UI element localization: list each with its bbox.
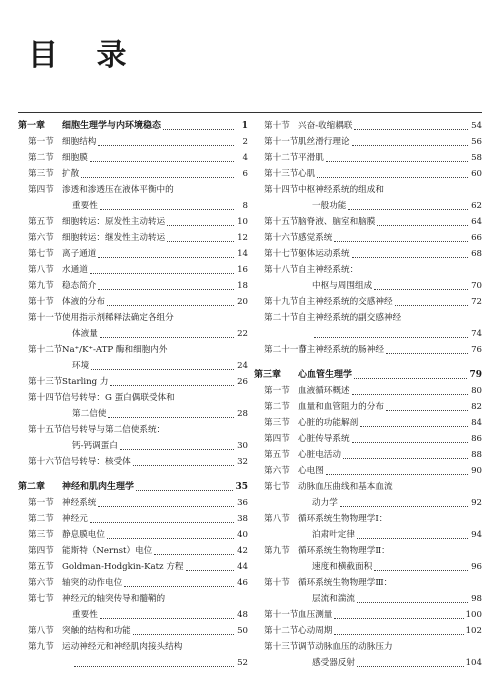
toc-page-number: 54 — [471, 121, 482, 131]
toc-entry-title: 运动神经元和神经肌肉接头结构 — [62, 642, 183, 652]
toc-section-entry[interactable] — [18, 390, 248, 406]
toc-right-column — [254, 118, 482, 671]
toc-section-entry[interactable] — [254, 511, 482, 527]
toc-section-entry[interactable] — [254, 431, 482, 447]
toc-entry-number: 第八节 — [28, 626, 54, 636]
toc-entry-title: 能斯特（Nernst）电位 — [62, 546, 153, 556]
toc-entry-title: 速度和横截面积 — [312, 562, 373, 572]
toc-entry-title: 静息膜电位 — [62, 530, 105, 540]
toc-leader-dots — [386, 353, 468, 354]
toc-leader-dots — [395, 305, 468, 306]
toc-leader-dots — [136, 490, 233, 491]
toc-section-entry[interactable] — [18, 639, 248, 655]
toc-entry-number: 第十节 — [264, 578, 290, 588]
toc-left-column — [18, 118, 248, 671]
toc-leader-dots — [98, 289, 234, 290]
toc-entry-number: 第四节 — [28, 546, 54, 556]
toc-entry-title: 第二信使 — [72, 409, 107, 419]
toc-entry-title: 自主神经系统的肠神经 — [298, 345, 384, 355]
toc-entry-title: 兴奋-收缩耦联 — [298, 121, 353, 131]
toc-section-entry[interactable] — [18, 527, 248, 543]
toc-entry-number: 第十四节 — [264, 185, 299, 195]
toc-entry-title: 血压测量 — [298, 610, 333, 620]
toc-leader-dots — [133, 634, 234, 635]
toc-entry-number: 第五节 — [264, 450, 290, 460]
toc-entry-title: 神经元的轴突传导和髓鞘的 — [62, 594, 166, 604]
toc-leader-dots — [343, 458, 468, 459]
toc-entry-title: 钙-钙调蛋白 — [72, 441, 118, 451]
toc-entry-number: 第十一节 — [264, 610, 299, 620]
toc-entry-number: 第十一节 — [28, 313, 63, 323]
toc-entry-number: 第十六节 — [28, 457, 63, 467]
toc-entry-title: 中枢神经系统的组成和 — [298, 185, 384, 195]
toc-section-entry[interactable] — [18, 591, 248, 607]
toc-page-number: 96 — [471, 562, 482, 572]
toc-section-entry[interactable] — [18, 543, 248, 559]
toc-leader-dots — [98, 257, 234, 258]
toc-entry-title: 体液量 — [72, 329, 98, 339]
toc-page-number: 28 — [237, 409, 248, 419]
toc-leader-dots — [360, 426, 468, 427]
toc-page-number: 26 — [237, 377, 248, 387]
toc-entry-title: 心电图 — [298, 466, 324, 476]
toc-entry-continuation[interactable] — [254, 278, 482, 294]
toc-section-entry[interactable] — [18, 246, 248, 262]
toc-entry-number: 第七节 — [28, 249, 54, 259]
toc-page-number: 20 — [237, 297, 248, 307]
toc-entry-number: 第二十节 — [264, 313, 299, 323]
toc-leader-dots — [354, 129, 468, 130]
toc-leader-dots — [357, 538, 468, 539]
toc-entry-number: 第六节 — [28, 578, 54, 588]
toc-section-entry[interactable] — [18, 422, 248, 438]
toc-leader-dots — [167, 241, 234, 242]
toc-entry-title: 神经系统 — [62, 498, 97, 508]
toc-section-entry[interactable] — [18, 262, 248, 278]
toc-section-entry[interactable] — [18, 454, 248, 470]
toc-page-number: 79 — [469, 370, 482, 380]
toc-leader-dots — [107, 305, 234, 306]
toc-entry-number: 第十一节 — [264, 137, 299, 147]
toc-page-number: 36 — [237, 498, 248, 508]
toc-leader-dots — [317, 177, 468, 178]
toc-entry-number: 第七节 — [28, 594, 54, 604]
toc-entry-title: 躯体运动系统 — [298, 249, 350, 259]
toc-entry-number: 第十六节 — [264, 233, 299, 243]
toc-entry-title: 肌丝滑行理论 — [298, 137, 350, 147]
toc-section-entry[interactable] — [254, 479, 482, 495]
toc-entry-title: Starling 力 — [62, 377, 109, 387]
toc-entry-title: 自主神经系统的交感神经 — [298, 297, 393, 307]
toc-entry-title: 中枢与周围组成 — [312, 281, 373, 291]
toc-entry-title: 重要性 — [72, 610, 98, 620]
toc-entry-title: 渗透和渗透压在液体平衡中的 — [62, 185, 174, 195]
toc-section-entry[interactable] — [18, 575, 248, 591]
toc-leader-dots — [357, 666, 464, 667]
toc-page-number: 70 — [471, 281, 482, 291]
toc-leader-dots — [326, 161, 468, 162]
toc-entry-title: 循环系统生物物理学Ⅱ： — [298, 546, 390, 556]
toc-entry-number: 第十四节 — [28, 393, 63, 403]
toc-entry-number: 第十三节 — [264, 642, 299, 652]
toc-section-entry[interactable] — [254, 134, 482, 150]
toc-entry-number: 第九节 — [28, 281, 54, 291]
toc-leader-dots — [100, 209, 234, 210]
toc-page-number: 10 — [237, 217, 248, 227]
toc-entry-title: 重要性 — [72, 201, 98, 211]
toc-entry-number: 第十节 — [264, 121, 290, 131]
toc-section-entry[interactable] — [18, 495, 248, 511]
toc-chapter-entry[interactable] — [254, 367, 482, 383]
toc-leader-dots — [90, 161, 234, 162]
toc-entry-title: 信号转导：G 蛋白偶联受体和 — [62, 393, 175, 403]
toc-page-number: 94 — [471, 530, 482, 540]
toc-section-entry[interactable] — [254, 166, 482, 182]
toc-page-number: 62 — [471, 201, 482, 211]
toc-section-entry[interactable] — [254, 118, 482, 134]
toc-section-entry[interactable] — [18, 559, 248, 575]
toc-section-entry[interactable] — [254, 575, 482, 591]
toc-page-number: 74 — [471, 329, 482, 339]
toc-entry-number: 第一节 — [28, 498, 54, 508]
toc-entry-continuation[interactable] — [18, 358, 248, 374]
toc-page-number: 14 — [237, 249, 248, 259]
toc-entry-continuation[interactable] — [254, 495, 482, 511]
toc-entry-continuation[interactable] — [18, 406, 248, 422]
toc-section-entry[interactable] — [18, 294, 248, 310]
toc-entry-title: 心血管生理学 — [298, 370, 353, 380]
toc-section-entry[interactable] — [254, 447, 482, 463]
toc-entry-title: 细胞转运：继发性主动转运 — [62, 233, 166, 243]
toc-leader-dots — [340, 506, 468, 507]
toc-page-number: 40 — [237, 530, 248, 540]
toc-section-entry[interactable] — [18, 134, 248, 150]
toc-entry-continuation[interactable] — [254, 559, 482, 575]
toc-page-number: 76 — [471, 345, 482, 355]
toc-entry-title: 感受器反射 — [312, 658, 355, 668]
toc-leader-dots — [154, 554, 234, 555]
toc-entry-number: 第十五节 — [28, 425, 63, 435]
toc-entry-continuation[interactable] — [18, 438, 248, 454]
toc-entry-continuation[interactable] — [254, 326, 482, 342]
toc-entry-title: 平滑肌 — [298, 153, 324, 163]
toc-section-entry[interactable] — [254, 399, 482, 415]
toc-entry-number: 第三节 — [28, 530, 54, 540]
toc-entry-title: 突触的结构和功能 — [62, 626, 131, 636]
toc-leader-dots — [352, 442, 468, 443]
toc-entry-number: 第八节 — [28, 265, 54, 275]
toc-leader-dots — [386, 410, 468, 411]
toc-entry-number: 第五节 — [28, 562, 54, 572]
toc-page-number: 6 — [242, 169, 248, 179]
toc-entry-number: 第一节 — [28, 137, 54, 147]
toc-section-entry[interactable] — [18, 374, 248, 390]
toc-entry-title: 心脏的功能解剖 — [298, 418, 359, 428]
toc-entry-title: 神经和肌肉生理学 — [62, 482, 135, 492]
toc-entry-title: 血液循环概述 — [298, 386, 350, 396]
toc-section-entry[interactable] — [18, 342, 248, 358]
toc-page-number: 82 — [471, 402, 482, 412]
toc-entry-number: 第十二节 — [264, 626, 299, 636]
toc-entry-number: 第一节 — [264, 386, 290, 396]
toc-entry-number: 第二十一节 — [264, 345, 307, 355]
toc-entry-title: 稳态简介 — [62, 281, 97, 291]
toc-section-entry[interactable] — [254, 182, 482, 198]
toc-entry-title: 泊肃叶定律 — [312, 530, 355, 540]
toc-leader-dots — [334, 241, 468, 242]
toc-leader-dots — [374, 570, 468, 571]
toc-entry-title: 扩散 — [62, 169, 80, 179]
toc-entry-title: 动脉血压曲线和基本血流 — [298, 482, 393, 492]
toc-entry-continuation[interactable] — [18, 655, 248, 671]
toc-leader-dots — [348, 209, 468, 210]
toc-entry-title: 血量和血管阻力的分布 — [298, 402, 384, 412]
toc-entry-title: 心肌 — [298, 169, 316, 179]
toc-leader-dots — [314, 337, 468, 338]
toc-page-number: 18 — [237, 281, 248, 291]
toc-entry-number: 第六节 — [28, 233, 54, 243]
toc-leader-dots — [163, 129, 234, 130]
toc-entry-number: 第十三节 — [264, 169, 299, 179]
toc-entry-title: 体液的分布 — [62, 297, 105, 307]
toc-leader-dots — [74, 666, 234, 667]
toc-entry-title: 心脏电活动 — [298, 450, 341, 460]
toc-page-number: 24 — [237, 361, 248, 371]
toc-page-number: 35 — [235, 482, 248, 492]
toc-entry-title: 动力学 — [312, 498, 338, 508]
toc-entry-number: 第十三节 — [28, 377, 63, 387]
toc-section-entry[interactable] — [254, 463, 482, 479]
toc-leader-dots — [98, 145, 234, 146]
toc-entry-title: 感觉系统 — [298, 233, 333, 243]
toc-leader-dots — [100, 337, 234, 338]
toc-page-number: 60 — [471, 169, 482, 179]
toc-page-number: 64 — [471, 217, 482, 227]
toc-chapter-entry[interactable] — [18, 118, 248, 134]
toc-entry-number: 第十二节 — [264, 153, 299, 163]
toc-page-number: 66 — [471, 233, 482, 243]
toc-page-number: 30 — [237, 441, 248, 451]
toc-entry-number: 第十五节 — [264, 217, 299, 227]
toc-section-entry[interactable] — [254, 230, 482, 246]
toc-entry-continuation[interactable] — [18, 326, 248, 342]
toc-entry-number: 第一章 — [18, 121, 46, 131]
toc-entry-continuation[interactable] — [254, 198, 482, 214]
toc-page-number: 72 — [471, 297, 482, 307]
toc-section-entry[interactable] — [254, 383, 482, 399]
toc-entry-continuation[interactable] — [254, 655, 482, 671]
toc-leader-dots — [124, 586, 234, 587]
toc-page-number: 68 — [471, 249, 482, 259]
toc-page-number: 32 — [237, 457, 248, 467]
toc-leader-dots — [81, 177, 234, 178]
toc-page-number: 2 — [242, 137, 248, 147]
toc-entry-title: 神经元 — [62, 514, 88, 524]
toc-section-entry[interactable] — [254, 639, 482, 655]
toc-entry-title: 轴突的动作电位 — [62, 578, 123, 588]
toc-leader-dots — [91, 369, 234, 370]
toc-entry-title: 细胞生理学与内环境稳态 — [62, 121, 162, 131]
toc-entry-title: 心脏传导系统 — [298, 434, 350, 444]
toc-page-number: 44 — [237, 562, 248, 572]
toc-section-entry[interactable] — [254, 294, 482, 310]
toc-entry-continuation[interactable] — [18, 607, 248, 623]
toc-entry-number: 第四节 — [28, 185, 54, 195]
toc-entry-title: 循环系统生物物理学Ⅰ： — [298, 514, 388, 524]
toc-entry-title: 一般功能 — [312, 201, 347, 211]
toc-entry-continuation[interactable] — [254, 527, 482, 543]
toc-entry-title: Goldman-Hodgkin-Katz 方程 — [62, 562, 184, 572]
toc-leader-dots — [108, 417, 234, 418]
toc-section-entry[interactable] — [18, 310, 248, 326]
toc-page-number: 104 — [465, 658, 482, 668]
toc-leader-dots — [107, 538, 234, 539]
toc-section-entry[interactable] — [18, 623, 248, 639]
toc-page-number: 42 — [237, 546, 248, 556]
toc-page-number: 1 — [241, 121, 248, 131]
toc-entry-title: 脑脊液、脑室和脑膜 — [298, 217, 376, 227]
toc-section-entry[interactable] — [254, 607, 482, 623]
toc-entry-number: 第十八节 — [264, 265, 299, 275]
toc-page-number: 100 — [465, 610, 482, 620]
toc-chapter-entry[interactable] — [18, 479, 248, 495]
toc-page-number: 58 — [471, 153, 482, 163]
toc-entry-title: 水通道 — [62, 265, 88, 275]
toc-leader-dots — [357, 602, 468, 603]
toc-page-number: 86 — [471, 434, 482, 444]
toc-section-entry[interactable] — [18, 150, 248, 166]
toc-entry-number: 第三节 — [264, 418, 290, 428]
toc-page-number: 102 — [465, 626, 482, 636]
toc-entry-number: 第十节 — [28, 297, 54, 307]
toc-leader-dots — [354, 378, 467, 379]
toc-page-number: 80 — [471, 386, 482, 396]
toc-section-entry[interactable] — [254, 310, 482, 326]
toc-entry-title: 信号转导与第二信使系统： — [62, 425, 166, 435]
toc-page-number: 22 — [237, 329, 248, 339]
toc-leader-dots — [90, 522, 234, 523]
toc-leader-dots — [334, 634, 463, 635]
toc-entry-title: 细胞结构 — [62, 137, 97, 147]
toc-page-number: 52 — [237, 658, 248, 668]
toc-entry-number: 第二节 — [28, 514, 54, 524]
toc-page-number: 12 — [237, 233, 248, 243]
toc-entry-title: 细胞膜 — [62, 153, 88, 163]
toc-entry-number: 第二章 — [18, 482, 46, 492]
toc-entry-title: 心动周期 — [298, 626, 333, 636]
toc-entry-number: 第四节 — [264, 434, 290, 444]
toc-page-number: 88 — [471, 450, 482, 460]
toc-page-number: 16 — [237, 265, 248, 275]
toc-entry-title: 离子通道 — [62, 249, 97, 259]
toc-leader-dots — [133, 465, 234, 466]
toc-entry-title: 调节动脉血压的动脉压力 — [298, 642, 393, 652]
toc-section-entry[interactable] — [254, 246, 482, 262]
toc-leader-dots — [167, 225, 234, 226]
toc-entry-continuation[interactable] — [254, 591, 482, 607]
toc-entry-title: 自主神经系统的副交感神经 — [298, 313, 402, 323]
toc-entry-number: 第九节 — [264, 546, 290, 556]
toc-section-entry[interactable] — [254, 342, 482, 358]
toc-section-entry[interactable] — [18, 511, 248, 527]
toc-leader-dots — [352, 394, 468, 395]
toc-section-entry[interactable] — [254, 415, 482, 431]
toc-entry-title: Na⁺/K⁺-ATP 酶和细胞内外 — [62, 345, 168, 355]
title-divider — [18, 112, 482, 113]
toc-leader-dots — [374, 289, 468, 290]
toc-entry-title: 自主神经系统： — [298, 265, 359, 275]
toc-section-entry[interactable] — [254, 150, 482, 166]
toc-entry-number: 第八节 — [264, 514, 290, 524]
toc-page-number: 92 — [471, 498, 482, 508]
toc-page-number: 50 — [237, 626, 248, 636]
toc-section-entry[interactable] — [254, 214, 482, 230]
toc-entry-number: 第五节 — [28, 217, 54, 227]
toc-page-number: 90 — [471, 466, 482, 476]
toc-entry-number: 第十九节 — [264, 297, 299, 307]
toc-leader-dots — [110, 385, 234, 386]
toc-leader-dots — [352, 145, 468, 146]
toc-leader-dots — [98, 506, 234, 507]
toc-entry-number: 第二节 — [264, 402, 290, 412]
toc-entry-number: 第七节 — [264, 482, 290, 492]
toc-entry-title: 使用指示剂稀释法确定各组分 — [62, 313, 174, 323]
toc-entry-number: 第十二节 — [28, 345, 63, 355]
toc-page-number: 46 — [237, 578, 248, 588]
toc-leader-dots — [326, 474, 468, 475]
toc-section-entry[interactable] — [254, 623, 482, 639]
toc-entry-title: 循环系统生物物理学Ⅲ： — [298, 578, 393, 588]
toc-entry-number: 第二节 — [28, 153, 54, 163]
toc-page-number: 48 — [237, 610, 248, 620]
toc-entry-title: 环境 — [72, 361, 90, 371]
toc-entry-number: 第九节 — [28, 642, 54, 652]
toc-entry-title: 细胞转运：原发性主动转运 — [62, 217, 166, 227]
toc-entry-number: 第十七节 — [264, 249, 299, 259]
toc-entry-number: 第三章 — [254, 370, 282, 380]
toc-section-entry[interactable] — [18, 166, 248, 182]
toc-leader-dots — [100, 618, 234, 619]
page-title: 目 录 — [28, 38, 141, 73]
toc-entry-number: 第六节 — [264, 466, 290, 476]
toc-entry-number: 第三节 — [28, 169, 54, 179]
toc-page-number: 84 — [471, 418, 482, 428]
toc-leader-dots — [334, 618, 463, 619]
toc-page-number: 98 — [471, 594, 482, 604]
toc-leader-dots — [90, 273, 234, 274]
toc-leader-dots — [186, 570, 234, 571]
toc-page-number: 56 — [471, 137, 482, 147]
toc-section-entry[interactable] — [18, 230, 248, 246]
toc-leader-dots — [352, 257, 468, 258]
toc-section-entry[interactable] — [18, 214, 248, 230]
toc-entry-title: 信号转导：核受体 — [62, 457, 131, 467]
toc-section-entry[interactable] — [18, 278, 248, 294]
toc-leader-dots — [377, 225, 468, 226]
toc-page-number: 8 — [242, 201, 248, 211]
toc-section-entry[interactable] — [18, 182, 248, 198]
toc-entry-title: 层流和湍流 — [312, 594, 355, 604]
toc-leader-dots — [120, 449, 234, 450]
toc-page-number: 38 — [237, 514, 248, 524]
toc-section-entry[interactable] — [254, 543, 482, 559]
toc-section-entry[interactable] — [254, 262, 482, 278]
toc-page-number: 4 — [242, 153, 248, 163]
toc-entry-continuation[interactable] — [18, 198, 248, 214]
